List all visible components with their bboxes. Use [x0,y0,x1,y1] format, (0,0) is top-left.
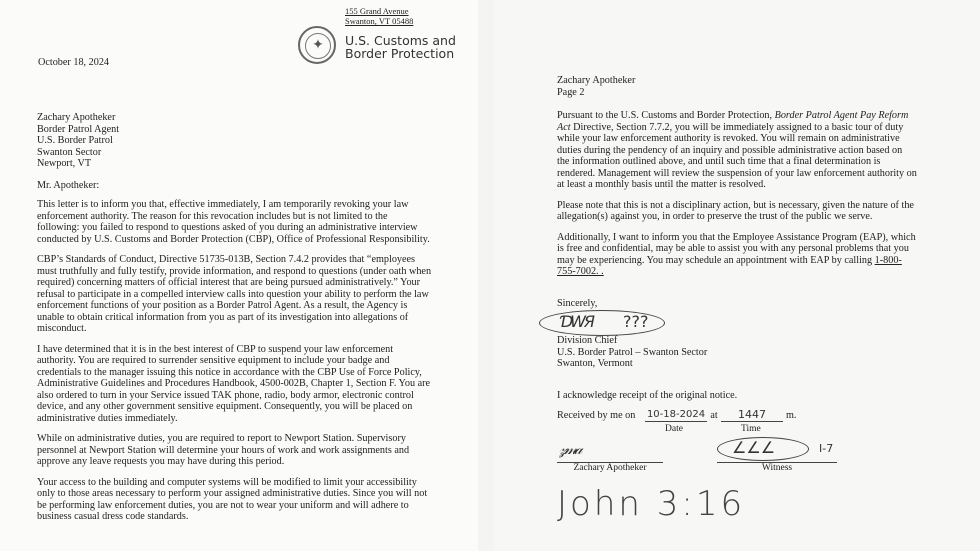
text: Additionally, I want to inform you that the Employee Assistance Program (EAP), which is free and confidential, may be able to assist you with any personal problems that you may be experiencing. You may schedule an appointment with EAP by calling [557,231,916,266]
act-title: Border Patrol Agent Pay Reform Act [557,110,909,133]
agency-address [345,6,413,26]
letter-body [557,75,917,524]
recipient-line: U.S. Border Patrol [37,135,113,146]
address-line: Swanton, VT 05488 [345,16,414,26]
letter-page-2 [494,0,980,551]
paragraph [557,232,917,278]
signer-line: Division Chief [557,335,618,346]
salutation: Mr. Apotheker: [37,179,100,191]
paragraph: CBP’s Standards of Conduct, Directive 51735-013B, Section 7.4.2 provides that “employees must truthfully and fully testify, provide information, and respond to questions (under oath when required) concerning matters of official interest that are being pursued administratively.” Your refusal to participate in a compelled interview calls into question your ability to perform the law enforcement functions of your position as a Border Patrol Agent. As a result, the Agency is unable to obtain critical information from you as part of its investigation into allegations of misconduct. [37,254,432,334]
letter-date: October 18, 2024 [38,57,110,68]
letter-page-1 [0,0,478,551]
paragraph: Your access to the building and computer systems will be modified to limit your accessibility only to those areas necessary to perform your assigned administrative duties. Since you will not be performing law enforcement duties, you are not to wear your uniform and will adhere to business casual dress code standards. [37,476,428,522]
m-label: m. [786,410,797,421]
recipient-line: Newport, VT [37,158,92,169]
witness-signature-mark: ∠∠∠ [732,438,776,457]
text: Pursuant to the U.S. Customs and Border Protection, [557,110,775,121]
witness-note: I-7 [819,442,834,455]
paragraph [557,110,917,191]
signature-labels-row [557,462,917,474]
letter-body [37,112,432,532]
paragraph: While on administrative duties, you are required to report to Newport Station. Supervisory personnel at Newport Station will determine your hours of work and work assignments and approve any leave requests you may have during this period. [37,433,410,467]
address-line: 155 Grand Avenue [345,6,409,16]
cbp-seal-icon: ✦ [298,26,336,64]
division-chief-signature: ƊWЯ [559,312,594,331]
signer-line: Swanton, Vermont [557,358,633,369]
recipient-line: Swanton Sector [37,146,102,158]
recipient-line: Zachary Apotheker [37,112,116,123]
acknowledgement: I acknowledge receipt of the original notice. [557,389,738,401]
recipient-line: Border Patrol Agent [37,123,120,135]
signer-block [557,335,917,370]
paragraph: Please note that this is not a disciplinary action, but is necessary, given the nature of the allegation(s) against you, in order to preserve the trust of the public we serve. [557,199,914,222]
header-line: Zachary Apotheker [557,75,636,86]
agency-name-line: Border Protection [345,46,455,61]
signature-annotation: ??? [623,312,649,331]
paragraph: I have determined that it is in the best interest of CBP to suspend your law enforcement authority. You are required to surrender sensitive equipment to include your badge and credentials to the manager issuing this notice in accordance with the CBP Use of Force Policy, Administrative Guidelines and Procedures Handbook, 4500-002B, Chapter 1, Section F. You are also ordered to turn in your Service issued TAK phone, radio, body armor, electronic control device, and any other government sensitive equipment. Consequently, you will be placed on administrative duties immediately. [37,343,431,424]
agency-name [345,34,456,60]
acknowledgement-signatures-row [557,436,917,462]
at-label: at [710,410,718,421]
time-label: Time [741,424,761,434]
witness-label: Witness [717,462,837,475]
received-time: 1447 [721,409,783,422]
recipient-block [37,112,432,170]
agency-name-line: U.S. Customs and [345,33,456,48]
text: Directive, Section 7.7.2, you will be immediately assigned to a basic tour of duty while your law enforcement authority is revoked. You will remain on administrative duties during the pendency of an inquiry and possible administrative action based on the information outlined above, and until such time that a final determination is rendered. Management will review the suspension of your law enforcement authority on at least a monthly basis until the matter is resolved. [557,121,917,190]
page-header [557,75,917,98]
handwritten-note: John 3:16 [557,484,746,524]
received-row [557,409,917,424]
header-line: Page 2 [557,86,585,98]
received-labels-row [557,424,917,436]
signature-row [557,309,917,335]
received-label: Received by me on [557,410,636,421]
signer-line: U.S. Border Patrol – Swanton Sector [557,346,708,358]
recipient-signature: 𝓏𝓂𝒶 [559,439,580,458]
recipient-signature-label: Zachary Apotheker [557,462,663,475]
paragraph: This letter is to inform you that, effective immediately, I am temporarily revoking your law enforcement authority. The reason for this revocation includes but is not limited to the following: you failed to respond to questions asked of you during an administrative interview conducted by U.S. Customs and Border Protection (CBP), Office of Professional Responsibility. [37,199,430,245]
date-label: Date [665,424,683,434]
received-date: 10-18-2024 [646,409,706,420]
eap-phone: 1-800-755-7002. . [557,254,902,277]
closing: Sincerely, [557,297,598,309]
